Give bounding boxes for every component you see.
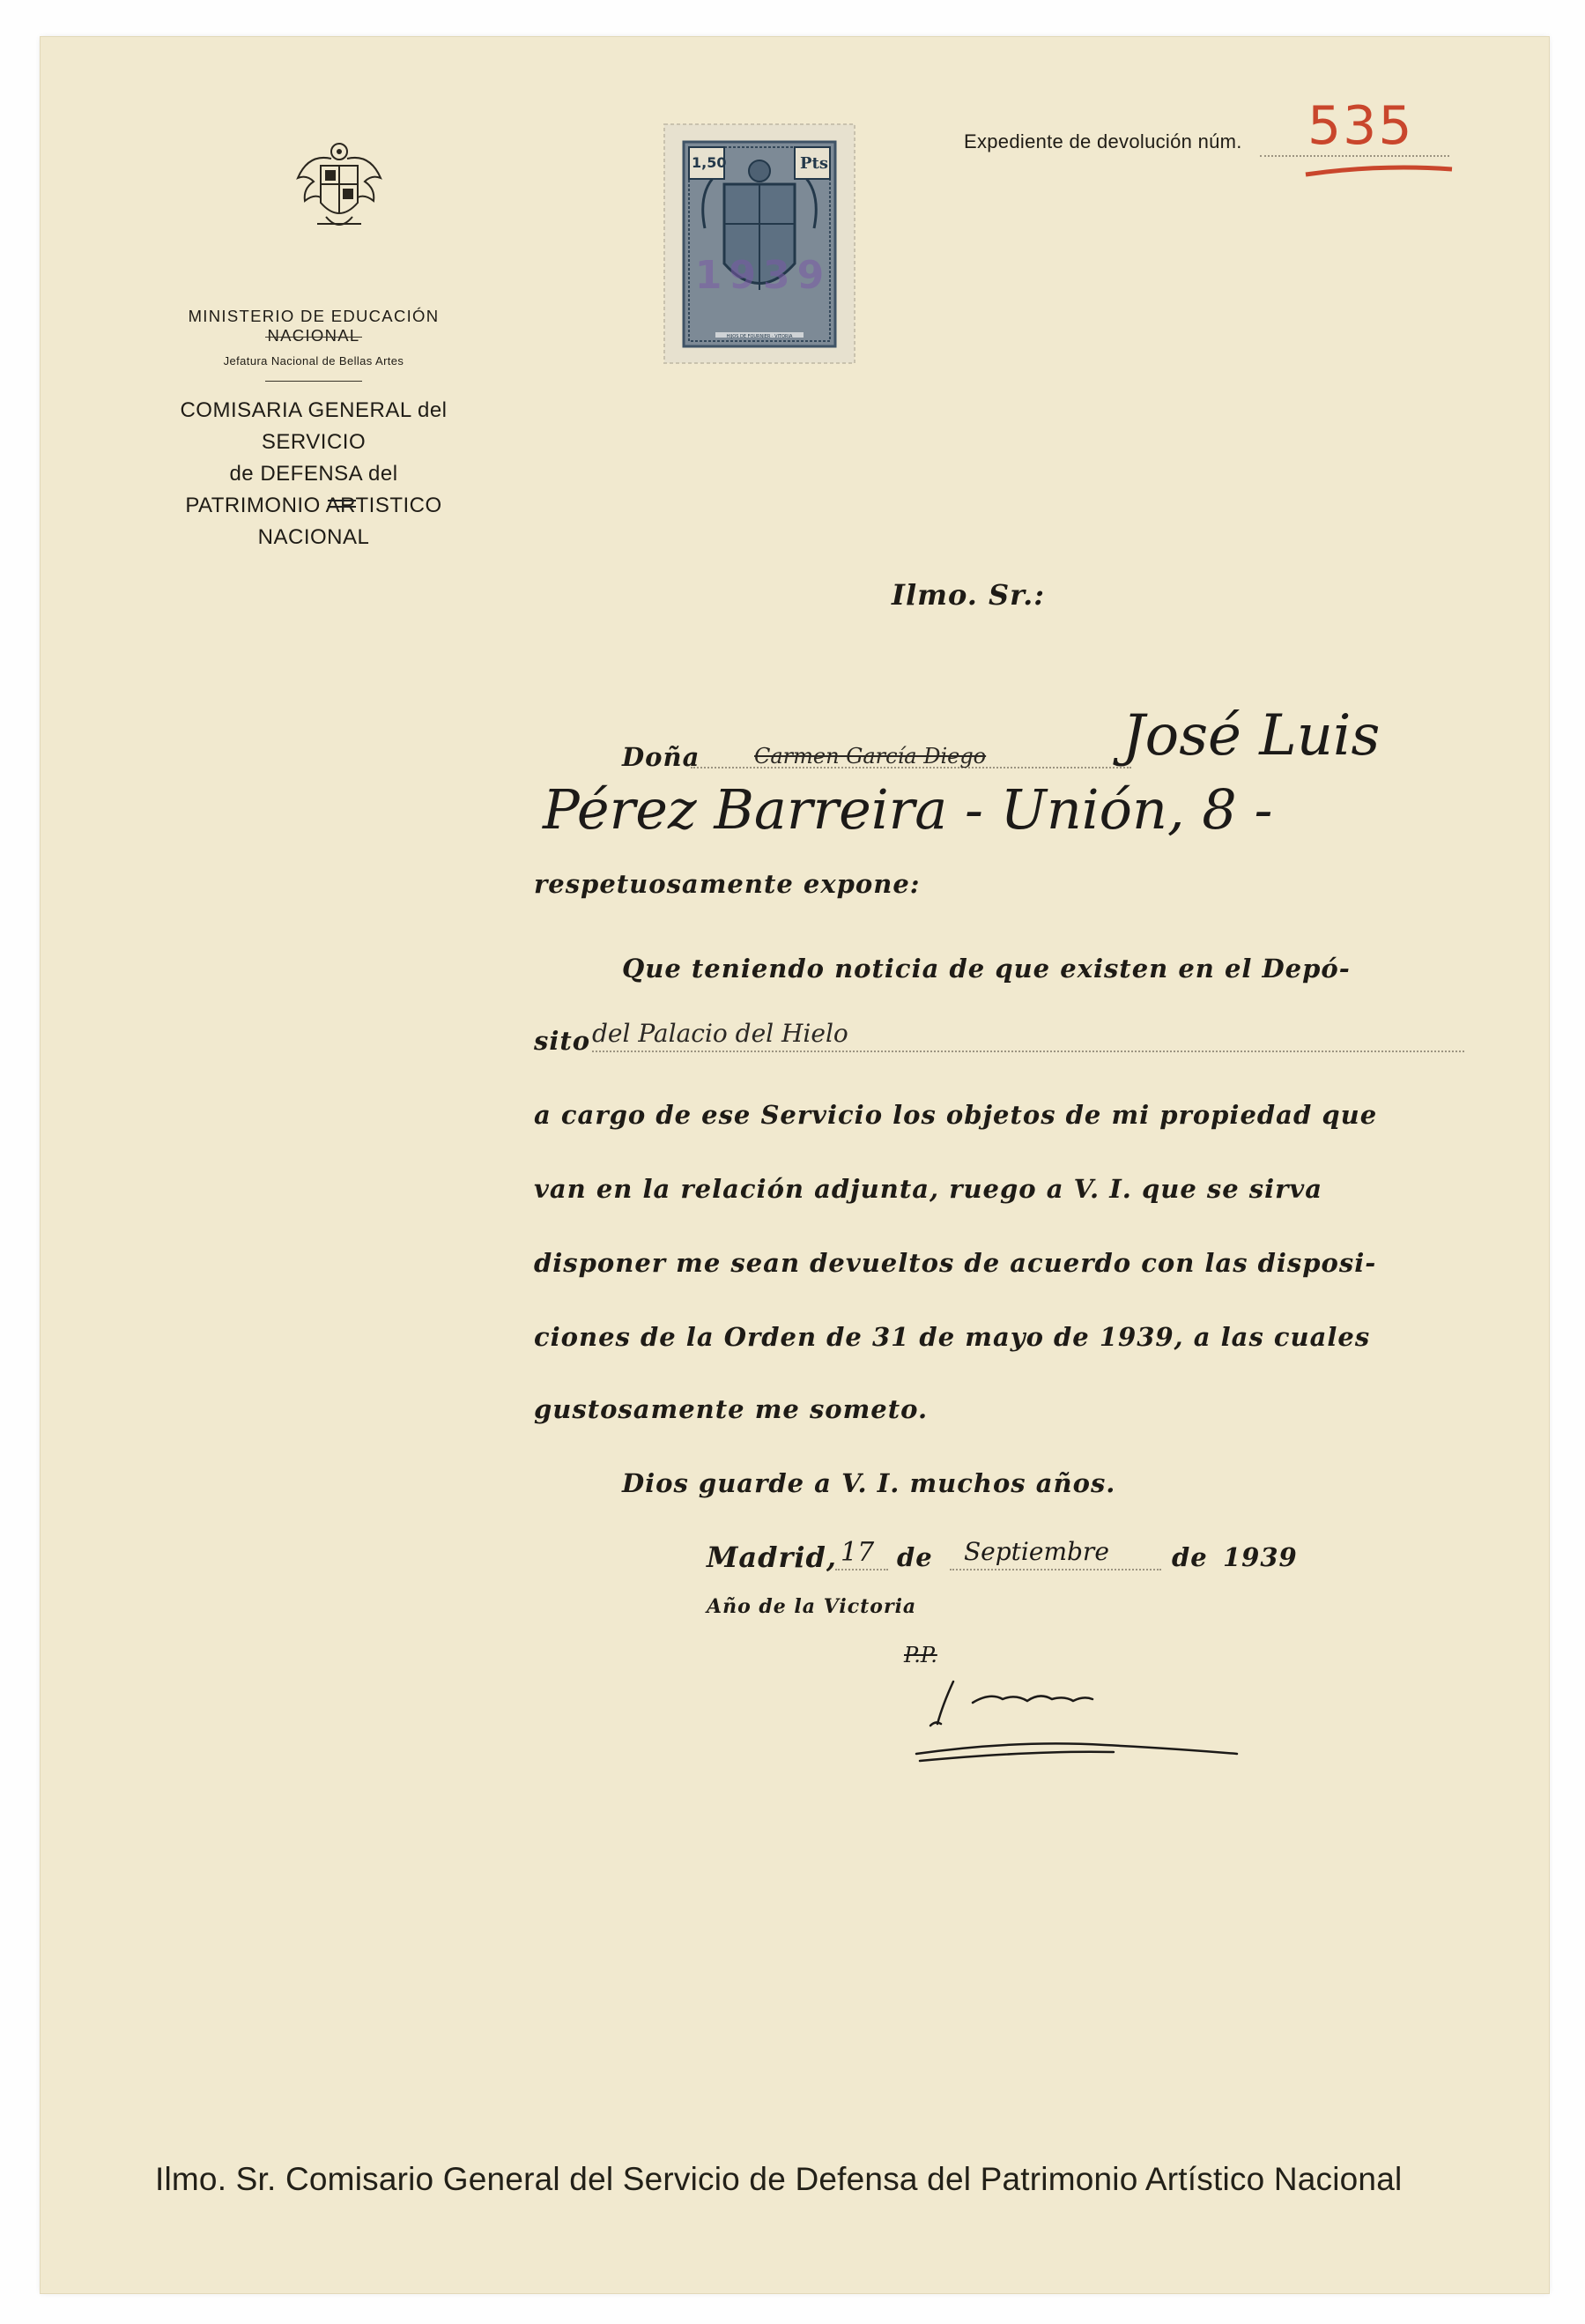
body-line: disponer me sean devueltos de acuerdo con las disposi- bbox=[534, 1248, 1377, 1278]
comisaria-line: de DEFENSA del bbox=[229, 462, 398, 486]
day-dotted-line bbox=[835, 1569, 888, 1570]
month-dotted-line bbox=[950, 1569, 1161, 1570]
body-line: van en la relación adjunta, ruego a V. I. que se sirva bbox=[534, 1174, 1323, 1204]
expediente-label: Expediente de devolución núm. bbox=[964, 130, 1242, 152]
deposit-handwritten: del Palacio del Hielo bbox=[592, 1019, 848, 1048]
salutation: Ilmo. Sr.: bbox=[892, 578, 1046, 612]
comisaria-line: COMISARIA GENERAL del SERVICIO bbox=[180, 398, 448, 454]
expone-line: respetuosamente expone: bbox=[534, 869, 921, 899]
date-month: Septiembre bbox=[964, 1537, 1109, 1566]
signature bbox=[911, 1669, 1246, 1766]
date-city: Madrid, bbox=[707, 1541, 838, 1574]
closing-formula: Dios guarde a V. I. muchos años. bbox=[622, 1468, 1116, 1498]
header-divider bbox=[265, 381, 362, 382]
stamp-cancel-mark: 1939 bbox=[694, 253, 832, 298]
stamp-value: 1,50 bbox=[692, 154, 727, 171]
date-de: de bbox=[897, 1542, 933, 1572]
comisaria-name bbox=[146, 395, 481, 553]
body-line: Que teniendo noticia de que existen en el Depó- bbox=[622, 954, 1351, 984]
date-year: 1939 bbox=[1223, 1542, 1298, 1572]
signature-struck-pp: P.P. bbox=[904, 1643, 937, 1667]
body-line: a cargo de ese Servicio los objetos de mi propiedad que bbox=[534, 1100, 1378, 1130]
body-line: gustosamente me someto. bbox=[534, 1394, 929, 1424]
date-de: de bbox=[1172, 1542, 1208, 1572]
year-label: Año de la Victoria bbox=[707, 1595, 917, 1618]
body-line: ciones de la Orden de 31 de mayo de 1939, a las cuales bbox=[534, 1322, 1371, 1352]
comisaria-line: PATRIMONIO ARTISTICO NACIONAL bbox=[185, 494, 442, 549]
jefatura-name: Jefatura Nacional de Bellas Artes bbox=[223, 354, 404, 368]
requester-handwritten-surname-address: Pérez Barreira - Unión, 8 - bbox=[543, 777, 1273, 842]
double-rule bbox=[328, 500, 356, 508]
revenue-stamp bbox=[663, 123, 856, 365]
body-line-sito: sito bbox=[534, 1026, 591, 1056]
ministry-name: MINISTERIO DE EDUCACIÓN NACIONAL bbox=[188, 307, 440, 345]
requester-struck-name: Carmen García Diego bbox=[754, 744, 987, 768]
document-sheet bbox=[41, 37, 1549, 2293]
signature-graphic bbox=[911, 1669, 1246, 1766]
signature-text bbox=[913, 1678, 914, 1679]
date-day: 17 bbox=[841, 1537, 875, 1568]
deposit-dotted-line bbox=[592, 1051, 1464, 1052]
stamp-currency: Pts bbox=[800, 154, 828, 173]
requester-prefix: Doña bbox=[622, 742, 700, 772]
header-divider bbox=[265, 337, 362, 338]
stamp-maker: HIJOS DE FOURNIER · VITORIA bbox=[726, 334, 793, 339]
coat-of-arms-icon bbox=[291, 136, 388, 241]
requester-handwritten-name: José Luis bbox=[1122, 703, 1381, 768]
red-underline bbox=[1300, 157, 1459, 183]
expediente-number: 535 bbox=[1307, 95, 1414, 157]
footer-addressee: Ilmo. Sr. Comisario General del Servicio de Defensa del Patrimonio Artístico Nacional bbox=[155, 2161, 1403, 2197]
